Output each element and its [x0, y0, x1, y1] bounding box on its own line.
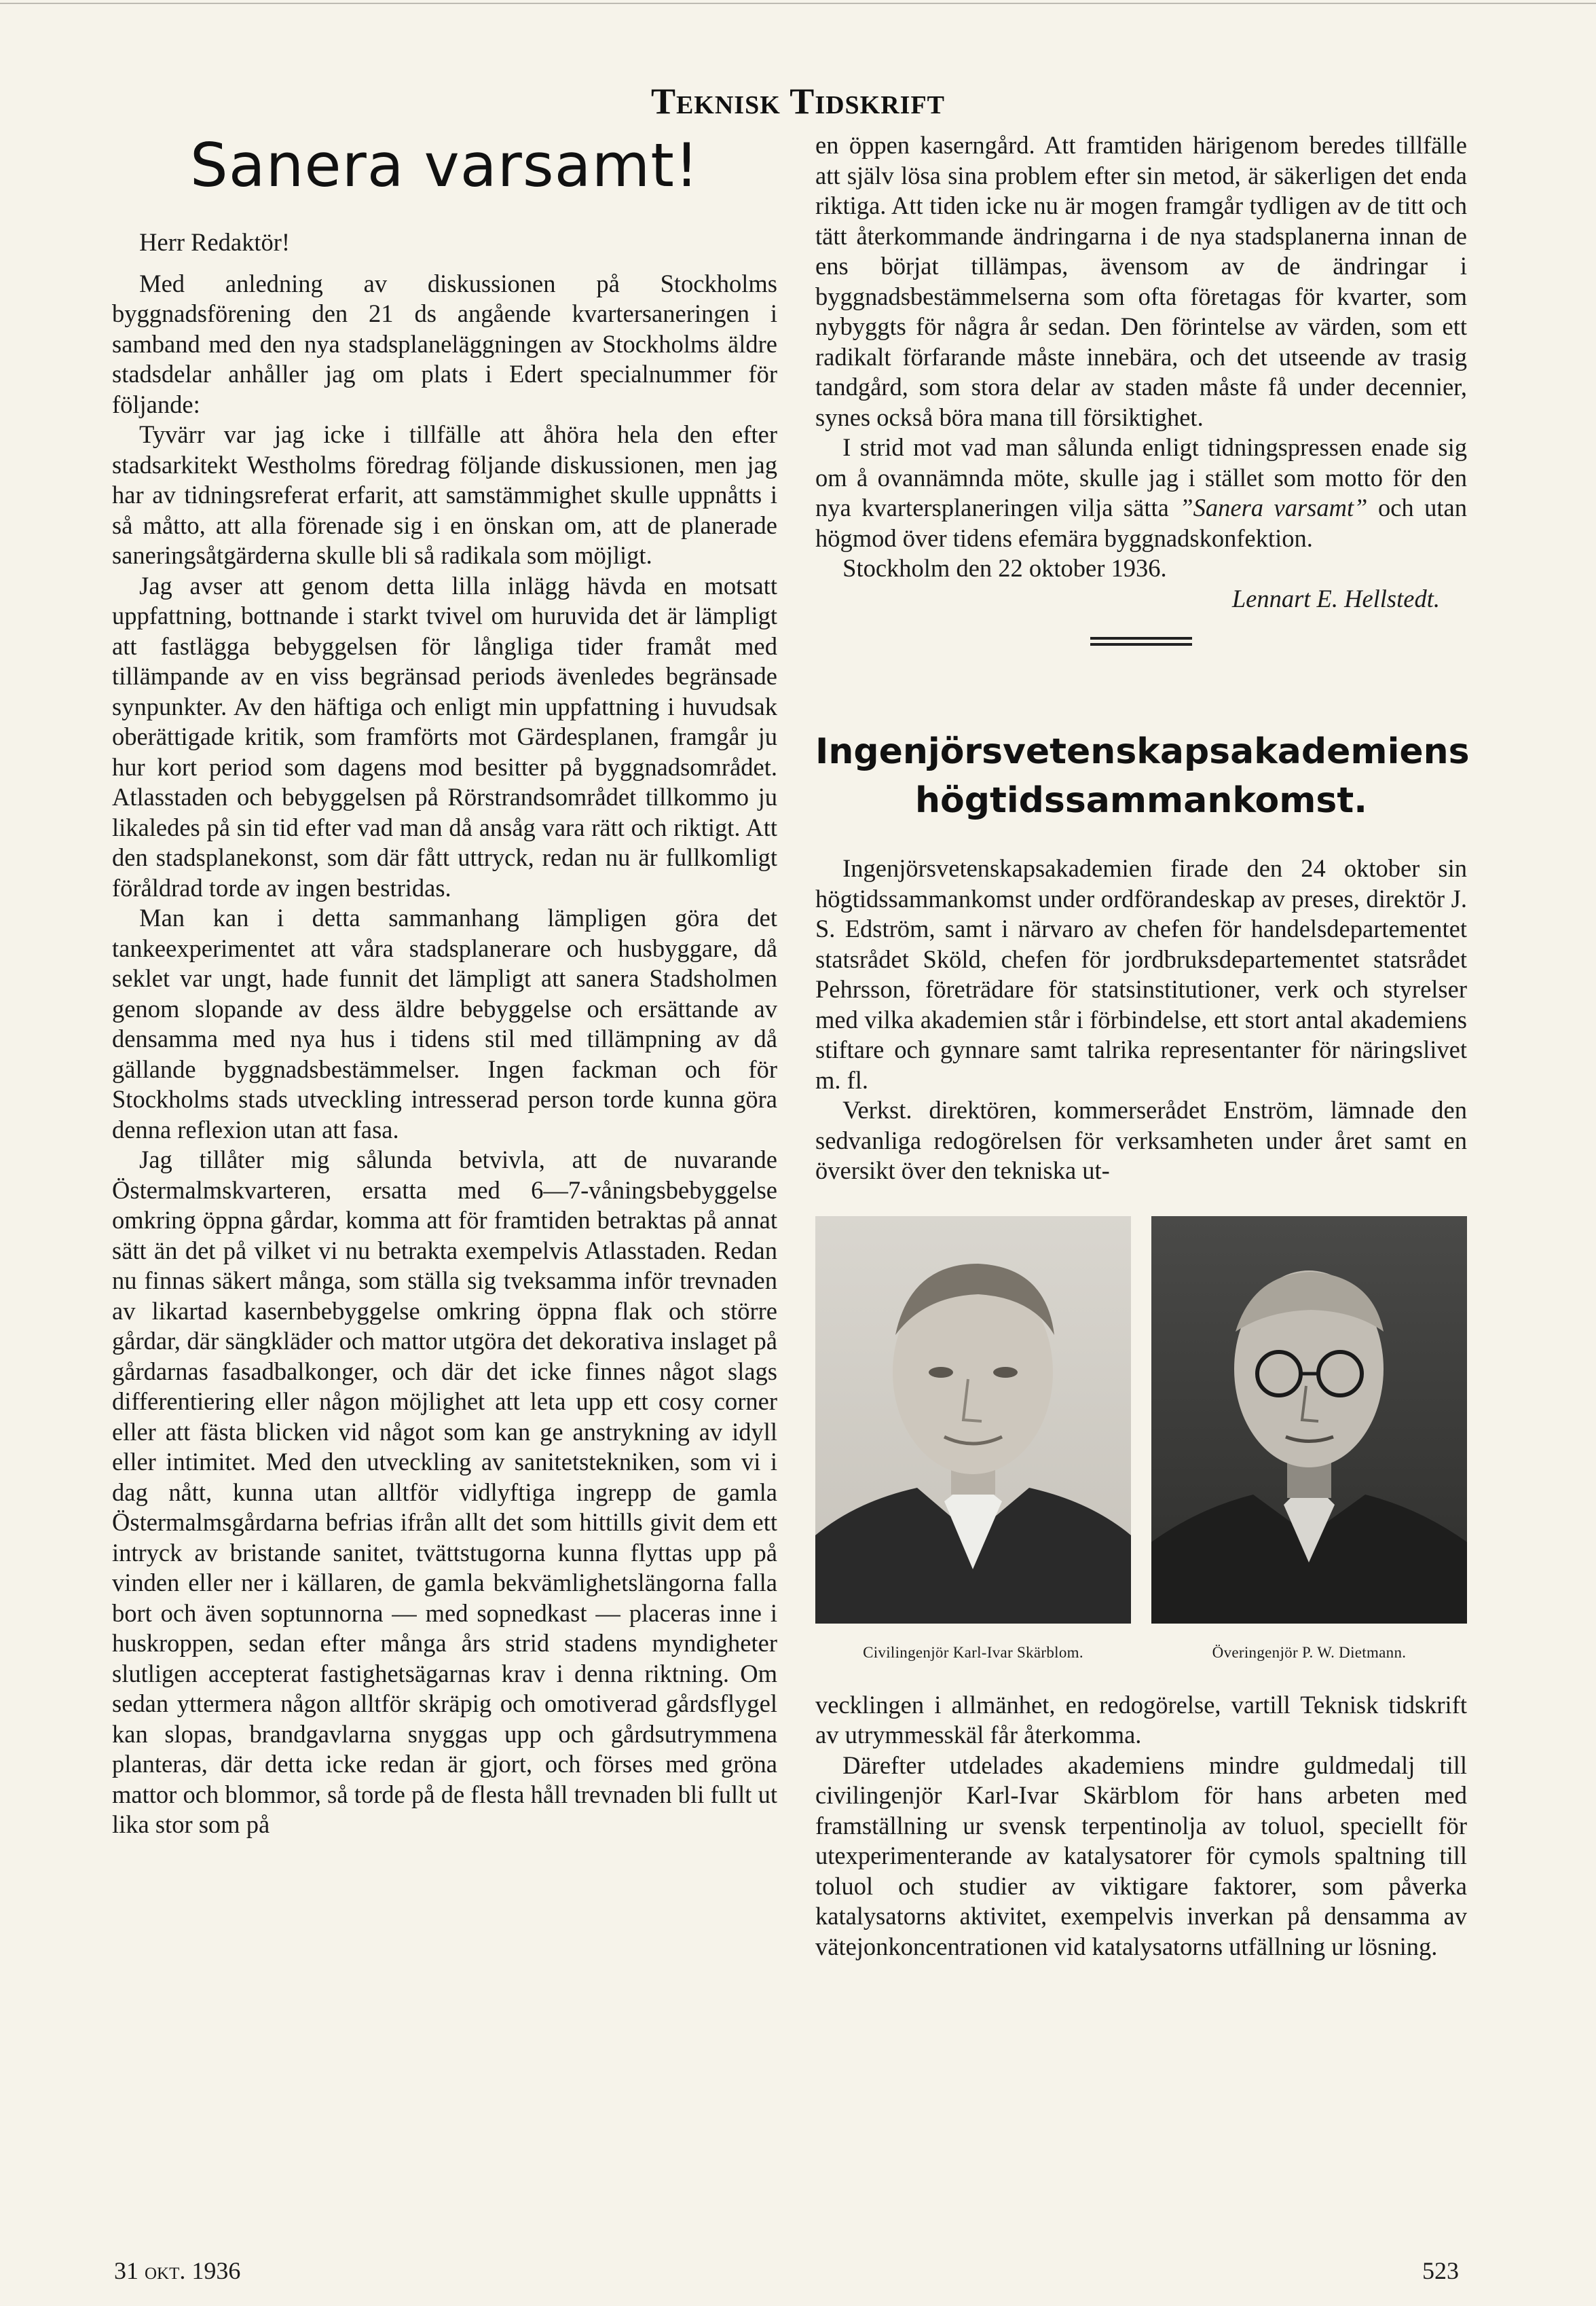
- akademien-paragraph-4: Därefter utdelades akademiens mindre guldmedalj till civilingenjör Karl-Ivar Skärblom för hans arbeten med framställning ur svensk terpentinolja av toluol, speciellt för utexperimenterande av katalysatorer för cymols spaltning till toluol och studier av viktigare faktorer, som påverka katalysatorns aktivitet, exempelvis inverkan på densamma av vätejonkoncentrationen vid katalysatorns utfällning ur lösning.: [815, 1751, 1467, 1960]
- caption-dietmann: Överingenjör P. W. Dietmann.: [1212, 1643, 1407, 1661]
- right-column: [815, 130, 1470, 1962]
- portrait-dietmann: [1151, 1216, 1467, 1662]
- portrait-figure-icon: [1151, 1216, 1467, 1624]
- footer-month: okt.: [145, 2257, 186, 2284]
- salutation: Herr Redaktör!: [139, 228, 291, 256]
- portrait-photos: [815, 1216, 1467, 1662]
- masthead: Teknisk Tidskrift: [650, 81, 946, 122]
- motto: ”Sanera varsamt”: [1179, 494, 1368, 521]
- final-start: I strid mot vad man sålunda enligt tidningspressen enade sig om å ovannämnda möte, skulle jag i stället som motto för den nya kvartersplaneringen vilja sätta: [815, 433, 1467, 521]
- paragraph-3: Jag avser att genom detta lilla inlägg hävda en motsatt uppfattning, bottnande i starkt tvivel om huruvida det är lämpligt att fastlägga bebyggelsen för långliga tider framåt med tillämpande av en viss begränsad periods ävenledes begränsade synpunkter. Av den häftiga och enligt min uppfattning i huvudsak oberättigade kritik, som framförts mot Gärdesplanen, framgår ju hur kort period som dagens mod besitter på byggnadsområdet. Atlasstaden och bebyggelsen på Rörstrandsområdet tillkommo ju likaledes på sin tid efter vad man då ansåg vara rätt och riktigt. Att den stadsplanekonst, som där fått uttryck, redan nu är fullkomligt föråldrad torde av ingen bestridas.: [112, 571, 777, 902]
- paragraph-4: Man kan i detta sammanhang lämpligen göra det tankeexperimentet att våra stadsplanerare och husbyggare, då seklet var ungt, hade funnit det lämpligt att sanera Stadsholmen genom slopande av dess äldre bebyggelse och ersättande av densamma med nya hus i tidens stil med tillämpning av då gällande byggnadsbestämmelser. Ingen fackman och för Stockholms stads utveckling intresserad person torde kunna göra denna reflexion utan att fasa.: [112, 904, 777, 1143]
- akademien-paragraph-1: Ingenjörsvetenskapsakademien firade den 24 oktober sin högtidssammankomst under ordförandeskap av preses, direktör J. S. Edström, samt i närvaro av chefen för handelsdepartementet statsrådet Sköld, chefen för jordbruksdepartementet statsrådet Pehrsson, företrädare för statsinstitutioner, verk och styrelser med vilka akademien står i förbindelse, ett stort antal akademiens stiftare och gynnare samt talrika representanter för näringslivet m. fl.: [815, 854, 1467, 1094]
- portrait-image-skarblom: [815, 1216, 1131, 1624]
- paragraph-final: [815, 433, 1467, 553]
- paragraph-1: Med anledning av diskussionen på Stockholms byggnadsförening den 21 ds angående kvartersaneringen i samband med den nya stadsplaneläggningen av Stockholms äldre stadsdelar anhåller jag om plats i Edert specialnummer för följande:: [112, 269, 777, 418]
- akademien-paragraph-3: vecklingen i allmänhet, en redogörelse, vartill Teknisk tidskrift av utrymmesskäl får återkomma.: [815, 1690, 1467, 1749]
- title-line-1: Ingenjörsvetenskapsakademiens: [815, 731, 1470, 772]
- left-column: [112, 130, 777, 1840]
- akademien-paragraph-2: Verkst. direktören, kommerserådet Enström, lämnade den sedvanliga redogörelsen för verksamheten under året samt en översikt över den tekniska ut-: [815, 1096, 1467, 1184]
- signature: Lennart E. Hellstedt.: [1231, 584, 1440, 612]
- paragraph-2: Tyvärr var jag icke i tillfälle att åhöra hela den efter stadsarkitekt Westholms föredrag följande diskussionen, men jag har av tidningsreferat erfarit, att samstämmighet skulle uppnåtts i så måtto, att alla förenade sig i en önskan om, att de planerade saneringsåtgärderna skulle bli så radikala som möjligt.: [112, 420, 777, 569]
- portrait-figure-icon: [815, 1216, 1131, 1624]
- article-title-sanera: Sanera varsamt!: [189, 130, 700, 200]
- portrait-skarblom: [815, 1216, 1131, 1662]
- section-divider: [1090, 637, 1192, 646]
- footer-day: 31: [114, 2257, 138, 2284]
- article-title-akademien: [815, 727, 1470, 825]
- top-rule: [0, 3, 1596, 4]
- footer-date: [114, 2256, 240, 2285]
- final-end: och utan högmod över tidens efemära byggnadskonfektion.: [815, 494, 1467, 552]
- title-line-2: högtidssammankomst.: [915, 780, 1367, 821]
- footer-year: 1936: [191, 2257, 241, 2284]
- paragraph-5: Jag tillåter mig sålunda betvivla, att de nuvarande Östermalmskvarteren, ersatta med 6—7-våningsbebyggelse omkring öppna gårdar, komma att för framtiden betraktas på annat sätt än det på vilket vi nu betrakta exempelvis Atlasstaden. Redan nu finnas säkert många, som ställa sig tveksamma inför trevnaden av likartad kasernbebyggelse omkring öppna flak och större gårdar, där sängkläder och mattor utgöra det dekorativa inslaget på gårdarnas fasadbalkonger, och där det icke finnes något slags differentiering eller någon möjlighet att leta upp ett cosy corner eller att fästa blicken vid något som kan ge anstrykning av idyll eller intimitet. Med den utveckling av sanitetstekniken, som vi i dag nått, kunna utan alltför vidlyftiga ingrepp de gamla Östermalmsgårdarna befrias ifrån allt det som hittills givit dem ett intryck av bristande sanitet, tvättstugorna kunna flyttas upp på vinden eller ner i källaren, de gamla bekvämlighetslängorna falla bort och även soptunnorna — med sopnedkast — placeras inne i huskroppen, sedan efter många års strid stadens myndigheter slutligen accepterat fastighetsägarnas krav i denna riktning. Om sedan yttermera någon alltför skräpig och omotiverad gårdsflygel kan slopas, brandgavlarna snyggas upp och gårdsutrymmena planteras, där detta icke redan är gjort, och förses med gröna mattor och blommor, så torde på de flesta håll trevnaden bli fullt ut lika stor som på: [112, 1146, 777, 1838]
- page-number: 523: [1422, 2257, 1459, 2284]
- place-date: Stockholm den 22 oktober 1936.: [842, 554, 1167, 582]
- paragraph-continued: en öppen kaserngård. Att framtiden härigenom beredes tillfälle att själv lösa sina problem efter sin metod, är säkerligen det enda riktiga. Att tiden icke nu är mogen framgår tydligen av de titt och tätt återkommande ändringarna i de nya stadsplanerna innan de ens börjat tillämpas, ävensom av de ändringar i byggnadsbestämmelserna som ofta företagas för kvarter, som nybyggts för några år sedan. Den förintelse av värden, som ett radikalt förfarande måste innebära, och det utseende av trasig tandgård, som stora delar av staden måste få under decennier, synes också böra mana till försiktighet.: [815, 131, 1467, 431]
- caption-skarblom: Civilingenjör Karl-Ivar Skärblom.: [863, 1643, 1083, 1661]
- portrait-image-dietmann: [1151, 1216, 1467, 1624]
